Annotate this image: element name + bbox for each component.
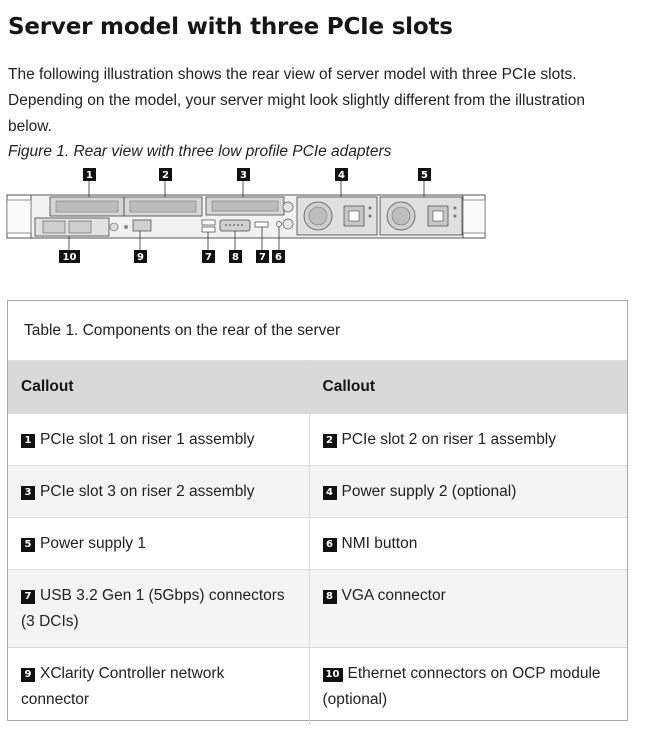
right-ear [463,200,485,233]
components-grid [8,361,627,725]
cell-text: Power supply 1 [40,534,146,552]
table-row [8,569,627,647]
callout-label: 6 [275,252,282,263]
table-cell [309,517,627,569]
cell-text: PCIe slot 1 on riser 1 assembly [40,430,255,448]
callout-badge [134,250,147,263]
callout-badge: 10 [323,668,343,682]
table-cell [8,413,309,465]
table-cell [309,569,627,647]
callout-badge [159,168,172,181]
cell-text: NMI button [341,534,418,552]
page-title: Server model with three PCIe slots [8,14,453,40]
left-ear [7,200,31,233]
callout-label: 1 [86,170,93,181]
table-cell [8,517,309,569]
table-cell [309,413,627,465]
table-row [8,647,627,725]
callout-label: 5 [421,170,428,181]
cell-text: Ethernet connectors on OCP module (optional) [322,664,601,708]
vga-connector [220,220,250,231]
table-cell [8,569,309,647]
callout-badge: 7 [21,590,35,604]
callout-badge: 1 [21,434,35,448]
callout-badge [256,250,269,263]
callout-label: 7 [259,252,266,263]
callout-badge: 6 [323,538,337,552]
callout-badge [59,250,80,263]
table-row [8,517,627,569]
callout-label: 10 [62,252,77,263]
callout-badge [237,168,250,181]
callout-badge [229,250,242,263]
server-rear-diagram [0,164,500,268]
table-caption: Table 1. Components on the rear of the server [8,301,627,361]
callout-label: 2 [162,170,169,181]
table-cell [8,647,309,725]
table-cell [309,647,627,725]
callout-badge [418,168,431,181]
callout-badge: 8 [323,590,337,604]
callout-label: 7 [205,252,212,263]
usb-port [202,220,215,225]
table-cell [8,465,309,517]
table-cell [309,465,627,517]
intro-paragraph: The following illustration shows the rear view of server model with three PCIe slots. Depending on the model, your server might look slightly different from the illustration below. [8,66,585,135]
callout-label: 3 [240,170,247,181]
callout-badge: 5 [21,538,35,552]
callout-label: 8 [232,252,239,263]
xcc-port [133,220,151,231]
callout-badge [83,168,96,181]
callout-badge [202,250,215,263]
table-row [8,413,627,465]
cell-text: XClarity Controller network connector [21,664,225,708]
callout-label: 9 [137,252,144,263]
cell-text: PCIe slot 3 on riser 2 assembly [40,482,255,500]
nmi-button [277,222,282,227]
callout-badge [335,168,348,181]
cell-text: PCIe slot 2 on riser 1 assembly [341,430,557,448]
callout-badge [272,250,285,263]
cell-text: USB 3.2 Gen 1 (5Gbps) connectors (3 DCIs) [21,586,285,630]
callout-badge: 4 [323,486,337,500]
column-header: Callout [8,361,309,413]
usb-port [255,222,268,227]
callout-badge: 2 [323,434,337,448]
cell-text: VGA connector [341,586,446,604]
components-table [7,300,628,721]
usb-port [202,227,215,232]
callout-badge: 9 [21,668,35,682]
table-row [8,465,627,517]
cell-text: Power supply 2 (optional) [341,482,517,500]
callout-badge: 3 [21,486,35,500]
callout-label: 4 [338,170,345,181]
figure-caption: Figure 1. Rear view with three low profile PCIe adapters [8,143,392,160]
column-header: Callout [309,361,627,413]
rear-view-illustration [0,164,500,268]
